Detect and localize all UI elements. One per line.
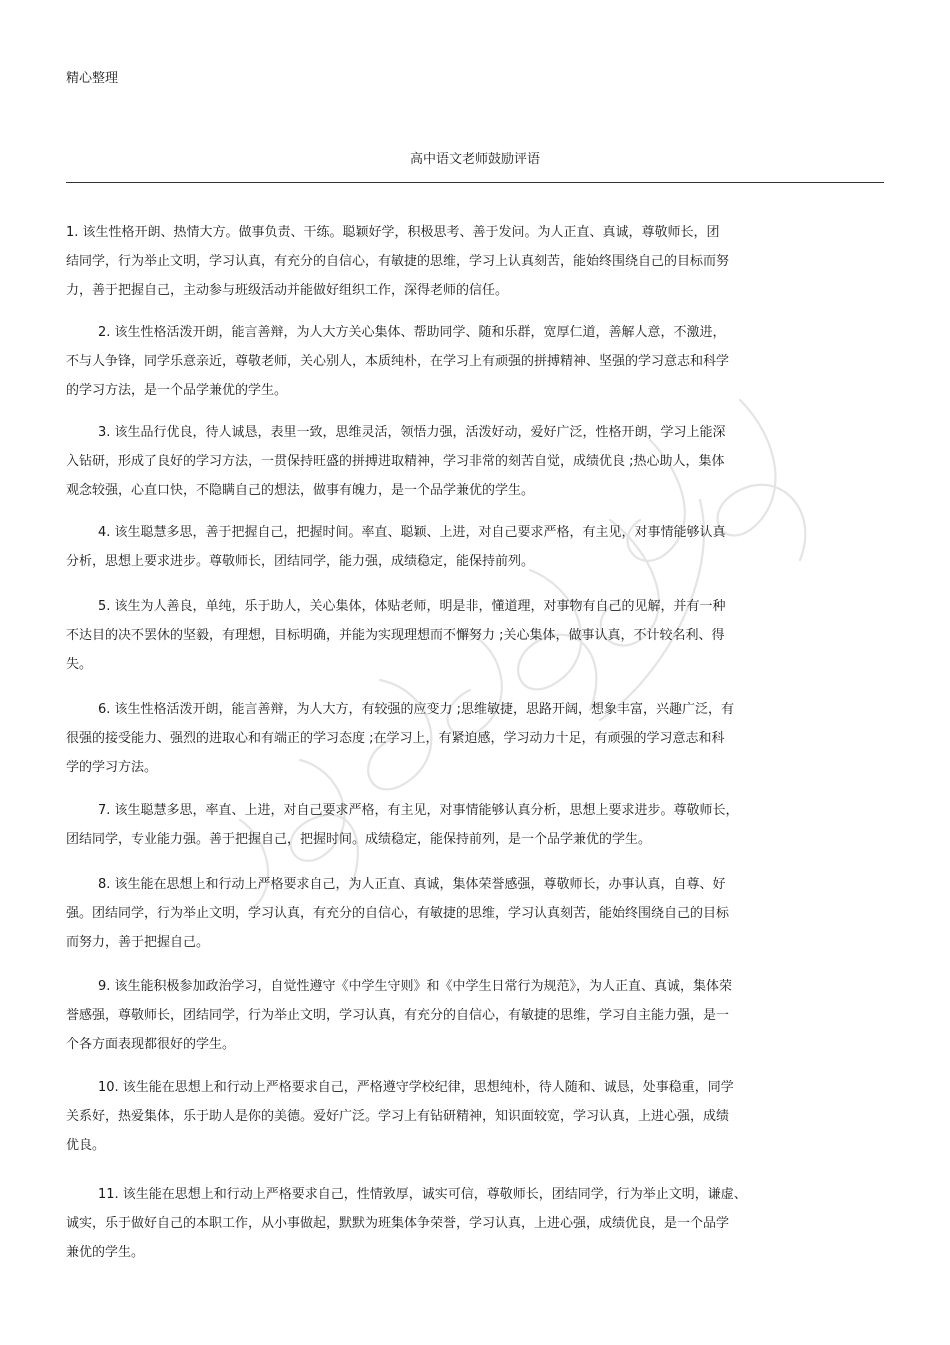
paragraph-line: 学的学习方法。 xyxy=(66,760,158,775)
paragraph-line: 力，善于把握自己，主动参与班级活动并能做好组织工作，深得老师的信任。 xyxy=(66,283,509,298)
paragraph-line: 1. 该生性格开朗、热情大方。做事负责、干练。聪颖好学，积极思考、善于发问。为人正直、真诚，尊敬师长，团 xyxy=(66,225,720,240)
paragraph-line: 失。 xyxy=(66,657,93,672)
comment-paragraph xyxy=(66,695,866,782)
comment-paragraph xyxy=(66,1073,866,1160)
comment-paragraph xyxy=(66,218,866,305)
title-rule xyxy=(66,182,884,183)
comment-paragraph xyxy=(66,418,866,505)
paragraph-line: 强。团结同学，行为举止文明，学习认真，有充分的自信心，有敏捷的思维，学习认真刻苦，能始终围绕自己的目标 xyxy=(66,906,730,921)
paragraph-line: 团结同学，专业能力强。善于把握自己，把握时间。成绩稳定，能保持前列，是一个品学兼优的学生。 xyxy=(66,832,652,847)
paragraph-line: 誉感强，尊敬师长，团结同学，行为举止文明，学习认真，有充分的自信心，有敏捷的思维，学习自主能力强，是一 xyxy=(66,1008,730,1023)
comment-paragraph xyxy=(66,592,866,679)
paragraph-line: 结同学，行为举止文明，学习认真，有充分的自信心，有敏捷的思维，学习上认真刻苦，能始终围绕自己的目标而努 xyxy=(66,254,730,269)
comment-paragraph xyxy=(66,796,866,854)
comment-paragraph xyxy=(66,1180,866,1267)
paragraph-line: 3. 该生品行优良，待人诚恳，表里一致，思维灵活，领悟力强，活泼好动，爱好广泛，性格开朗，学习上能深 xyxy=(98,425,726,440)
paragraph-line: 4. 该生聪慧多思，善于把握自己，把握时间。率直、聪颖、上进，对自己要求严格，有主见，对事情能够认真 xyxy=(98,525,726,540)
paragraph-line: 个各方面表现都很好的学生。 xyxy=(66,1037,236,1052)
paragraph-line: 9. 该生能积极参加政治学习，自觉性遵守《中学生守则》和《中学生日常行为规范》，为人正直、真诚，集体荣 xyxy=(98,979,733,994)
paragraph-line: 11. 该生能在思想上和行动上严格要求自己，性情敦厚，诚实可信，尊敬师长，团结同学，行为举止文明，谦虚、 xyxy=(98,1187,747,1202)
comment-paragraph xyxy=(66,972,866,1059)
paragraph-line: 6. 该生性格活泼开朗，能言善辩，为人大方，有较强的应变力 ;思维敏捷，思路开阔，想象丰富，兴趣广泛，有 xyxy=(98,702,735,717)
paragraph-line: 5. 该生为人善良，单纯，乐于助人，关心集体，体贴老师，明是非，懂道理，对事物有自己的见解，并有一种 xyxy=(98,599,726,614)
paragraph-line: 兼优的学生。 xyxy=(66,1245,145,1260)
header-label: 精心整理 xyxy=(66,71,119,86)
paragraph-line: 关系好，热爱集体，乐于助人是你的美德。爱好广泛。学习上有钻研精神，知识面较宽，学习认真，上进心强，成绩 xyxy=(66,1109,730,1124)
paragraph-line: 2. 该生性格活泼开朗，能言善辩，为人大方关心集体、帮助同学、随和乐群，宽厚仁道，善解人意，不激进， xyxy=(98,325,726,340)
paragraph-line: 不与人争锋，同学乐意亲近，尊敬老师，关心别人，本质纯朴，在学习上有顽强的拼搏精神、坚强的学习意志和科学 xyxy=(66,354,730,369)
paragraph-line: 很强的接受能力、强烈的进取心和有端正的学习态度 ;在学习上，有紧迫感，学习动力十足，有顽强的学习意志和科 xyxy=(66,731,725,746)
paragraph-line: 8. 该生能在思想上和行动上严格要求自己，为人正直、真诚，集体荣誉感强，尊敬师长，办事认真，自尊、好 xyxy=(98,877,726,892)
paragraph-line: 的学习方法，是一个品学兼优的学生。 xyxy=(66,383,288,398)
paragraph-line: 10. 该生能在思想上和行动上严格要求自己，严格遵守学校纪律，思想纯朴，待人随和、诚恳，处事稳重，同学 xyxy=(98,1080,734,1095)
paragraph-line: 而努力，善于把握自己。 xyxy=(66,935,210,950)
paragraph-line: 优良。 xyxy=(66,1138,106,1153)
document-title: 高中语文老师鼓励评语 xyxy=(409,152,540,167)
paragraph-line: 入钻研，形成了良好的学习方法，一贯保持旺盛的拼搏进取精神，学习非常的刻苦自觉，成绩优良 ;热心助人，集体 xyxy=(66,454,725,469)
comment-paragraph xyxy=(66,518,866,576)
paragraph-line: 分析，思想上要求进步。尊敬师长，团结同学，能力强，成绩稳定，能保持前列。 xyxy=(66,554,535,569)
comment-paragraph xyxy=(66,318,866,405)
comment-paragraph xyxy=(66,870,866,957)
paragraph-line: 7. 该生聪慧多思，率直、上进，对自己要求严格，有主见，对事情能够认真分析，思想上要求进步。尊敬师长， xyxy=(98,803,739,818)
paragraph-line: 不达目的决不罢休的坚毅，有理想，目标明确，并能为实现理想而不懈努力 ;关心集体，做事认真，不计较名利、得 xyxy=(66,628,725,643)
paragraph-line: 诚实，乐于做好自己的本职工作，从小事做起，默默为班集体争荣誉，学习认真，上进心强，成绩优良，是一个品学 xyxy=(66,1216,730,1231)
paragraph-line: 观念较强，心直口快，不隐瞒自己的想法，做事有魄力，是一个品学兼优的学生。 xyxy=(66,483,535,498)
